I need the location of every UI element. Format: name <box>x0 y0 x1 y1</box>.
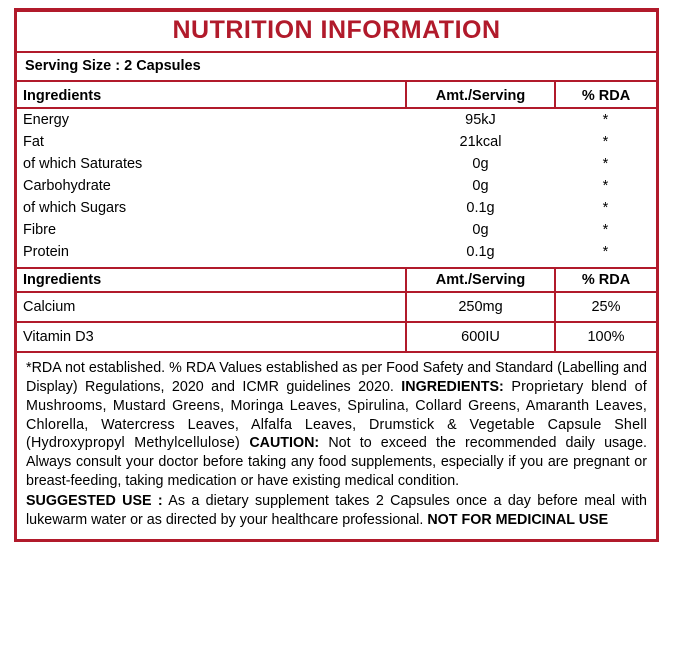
suggested-use-text: As a dietary supplement takes 2 Capsules once a day before meal with lukewarm water or as directed by your healthcare professional. <box>26 493 647 528</box>
nutrient-name: of which Saturates <box>23 156 143 172</box>
header-amount: Amt./Serving <box>406 268 555 292</box>
nutrient-rda: * <box>602 134 609 150</box>
ingredients-text: Proprietary blend of Mushrooms, Mustard Greens, Moringa Leaves, Spirulina, Collard Greens, Amaranth Leaves, Chlorella, Watercress Leaves, Alfalfa Leaves, Drumstick & Vegetable Capsule Shell (Hydroxypropyl Methylcellulose) <box>26 378 647 452</box>
table-row <box>17 292 656 322</box>
ingredients-label: INGREDIENTS: <box>401 378 504 395</box>
table-row <box>17 153 656 175</box>
mineral-section <box>17 268 656 352</box>
table-row <box>17 175 656 197</box>
serving-size-row: Serving Size : 2 Capsules <box>17 53 656 82</box>
nutrient-name: Energy <box>23 112 69 128</box>
nutrient-amount: 0g <box>472 178 489 194</box>
table-row <box>17 322 656 352</box>
nutrient-name: Fat <box>23 134 44 150</box>
rda-note-text: *RDA not established. % RDA Values established as per Food Safety and Standard (Labelling and Display) Regulations, 2020 and ICMR guidelines 2020. <box>26 360 647 395</box>
header-rda: % RDA <box>555 82 656 108</box>
nutrient-rda: * <box>602 112 609 128</box>
footnote-paragraph-ingredients <box>26 359 647 491</box>
macronutrient-section <box>17 82 656 268</box>
nutrient-rda: * <box>602 178 609 194</box>
nutrient-rda: * <box>602 244 609 260</box>
page-title: NUTRITION INFORMATION <box>172 16 501 44</box>
footnote-section <box>17 353 656 539</box>
table-row <box>17 241 656 268</box>
nutrient-name: of which Sugars <box>23 200 127 216</box>
nutrition-label-panel <box>14 8 659 542</box>
header-ingredients: Ingredients <box>17 268 406 292</box>
table-header-row-minerals <box>17 268 656 292</box>
nutrient-amount: 0.1g <box>466 244 495 260</box>
table-row <box>17 131 656 153</box>
nutrient-name: Fibre <box>23 222 57 238</box>
header-rda: % RDA <box>555 268 656 292</box>
nutrient-amount: 0g <box>472 156 489 172</box>
nutrient-name: Carbohydrate <box>23 178 111 194</box>
nutrient-amount: 21kcal <box>459 134 502 150</box>
header-amount: Amt./Serving <box>406 82 555 108</box>
nutrient-rda: * <box>602 200 609 216</box>
label-title-bar <box>17 12 656 53</box>
nutrient-rda: * <box>602 222 609 238</box>
not-for-medicinal-use-text: NOT FOR MEDICINAL USE <box>427 511 609 528</box>
mineral-name: Vitamin D3 <box>17 322 406 352</box>
nutrient-amount: 95kJ <box>465 112 496 128</box>
nutrient-amount: 0.1g <box>466 200 495 216</box>
mineral-name: Calcium <box>17 292 406 322</box>
table-header-row-nutrients <box>17 82 656 108</box>
mineral-rda: 25% <box>555 292 656 322</box>
table-row <box>17 219 656 241</box>
suggested-use-label: SUGGESTED USE : <box>26 493 163 510</box>
footnote-paragraph-usage <box>26 492 647 530</box>
caution-label: CAUTION: <box>249 435 320 452</box>
mineral-amount: 250mg <box>406 292 555 322</box>
caution-text: Not to exceed the recommended daily usage. Always consult your doctor before taking any food supplements, especially if you are pregnant or breast-feeding, taking medication or have existing medical condition. <box>26 435 648 490</box>
nutrient-rda: * <box>602 156 609 172</box>
nutrition-table <box>17 82 656 353</box>
nutrient-amount: 0g <box>472 222 489 238</box>
mineral-amount: 600IU <box>406 322 555 352</box>
table-row <box>17 197 656 219</box>
table-row <box>17 108 656 131</box>
header-ingredients: Ingredients <box>17 82 406 108</box>
nutrient-name: Protein <box>23 244 69 260</box>
mineral-rda: 100% <box>555 322 656 352</box>
